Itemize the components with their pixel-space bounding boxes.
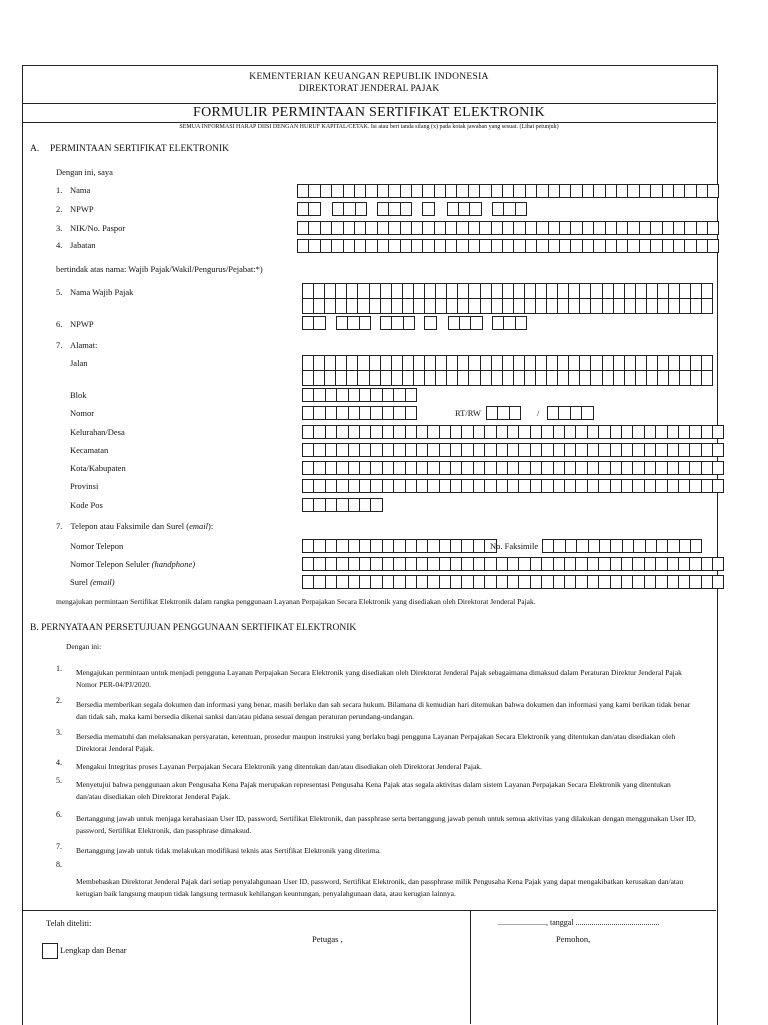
rtrw-separator: /	[537, 408, 540, 418]
form-title: FORMULIR PERMINTAAN SERTIFIKAT ELEKTRONIK	[22, 104, 716, 123]
field-no: 2.	[56, 204, 63, 214]
field-no: 1.	[56, 185, 63, 195]
ministry-name: KEMENTERIAN KEUANGAN REPUBLIK INDONESIA	[249, 72, 489, 82]
blok-input[interactable]	[303, 388, 417, 402]
char-box[interactable]	[313, 316, 325, 330]
char-box[interactable]	[712, 461, 724, 475]
jalan-input[interactable]	[303, 356, 713, 386]
statement-number: 6.	[56, 810, 62, 819]
kecamatan-input[interactable]	[303, 443, 724, 457]
rtrw-label: RT/RW	[455, 408, 481, 418]
char-box[interactable]	[509, 406, 521, 420]
npwp-wp-label: NPWP	[70, 319, 94, 329]
npwp-label: NPWP	[70, 204, 94, 214]
checked-label: Telah diteliti:	[46, 918, 92, 928]
char-box[interactable]	[701, 370, 713, 386]
char-box[interactable]	[712, 443, 724, 457]
field-no: 5.	[56, 287, 63, 297]
nik-input[interactable]	[298, 221, 719, 235]
char-box[interactable]	[515, 316, 527, 330]
contact-title	[56, 521, 213, 531]
seluler-label	[70, 559, 195, 569]
statement-text: Bertanggung jawab untuk menjaga kerahasiaan User ID, password, Sertifikat Elektronik, dan passphrase serta bertanggung jawab penuh untuk semua aktivitas yang dilakukan dengan menggunakan User ID, password, Sertifikat Elektronik, dan passphrase dimaksud.	[76, 814, 696, 835]
box-group[interactable]	[493, 316, 527, 330]
char-box[interactable]	[400, 202, 412, 216]
box-group[interactable]	[449, 316, 483, 330]
surel-em: (email)	[90, 577, 115, 587]
rw-input[interactable]	[548, 406, 594, 420]
surel-label	[70, 577, 115, 587]
seluler-input[interactable]	[303, 557, 724, 571]
section-a-intro: Dengan ini, saya	[56, 167, 113, 177]
char-box[interactable]	[359, 316, 371, 330]
nik-label: NIK/No. Paspor	[70, 223, 126, 233]
statement-number: 1.	[56, 664, 62, 673]
nama-label: Nama	[70, 185, 91, 195]
jalan-label: Jalan	[70, 358, 88, 368]
form-instruction: SEMUA INFORMASI HARAP DIISI DENGAN HURUF KAPITAL/CETAK. Isi atau beri tanda silang (x) pada kotak jawaban yang sesuai. (Lihat petunjuk)	[179, 124, 559, 130]
char-box[interactable]	[581, 406, 593, 420]
seluler-em: (handphone)	[151, 559, 196, 569]
char-box[interactable]	[712, 575, 724, 589]
seluler-text: Nomor Telepon Seluler	[70, 559, 152, 569]
char-box[interactable]	[405, 388, 417, 402]
char-box[interactable]	[422, 202, 434, 216]
kota-input[interactable]	[303, 461, 724, 475]
char-box[interactable]	[469, 202, 481, 216]
statement-number: 5.	[56, 776, 62, 785]
statement-text: Mengakui Integritas proses Layanan Perpajakan Secara Elektronik yang ditentukan dan/atau disediakan oleh Direktorat Jenderal Pajak.	[76, 762, 482, 771]
char-box[interactable]	[403, 316, 415, 330]
nama-wp-input[interactable]	[303, 284, 713, 314]
lengkap-label: Lengkap dan Benar	[60, 945, 127, 955]
char-box[interactable]	[355, 202, 367, 216]
char-box[interactable]	[712, 557, 724, 571]
telepon-label: Nomor Telepon	[70, 541, 124, 551]
surel-text: Surel	[70, 577, 91, 587]
contact-title-text: Telepon atau Faksimile dan Surel (	[70, 521, 190, 531]
statement-text: Bersedia memberikan segala dokumen dan informasi yang benar, masih berlaku dan sah secara hukum. Bilamana di kemudian hari ditemukan bahwa dokumen dan informasi yang kami berikan tidak benar dan tidak sah, maka kami bersedia dikenai sanksi dan/atau pidana sesuai dengan peraturan perundang-undangan.	[76, 700, 691, 721]
char-box[interactable]	[707, 184, 719, 198]
statement-number: 8.	[56, 860, 62, 869]
section-a-letter: A.	[30, 144, 40, 154]
char-box[interactable]	[701, 283, 713, 299]
statement-text: Membebaskan Direktorat Jenderal Pajak dari setiap penyalahgunaan User ID, password, Sertifikat Elektronik, dan passphrase milik Pengusaha Kena Pajak yang dapat mengakibatkan kerusakan dan/atau kerugian baik langsung maupun tidak langsung termasuk kehilangan keuntungan, penyalahgunaan data, atau kerugian lainnya.	[76, 877, 684, 898]
statement-number: 7.	[56, 842, 62, 851]
statement-text: Bertanggung jawab untuk tidak melakukan modifikasi teknis atas Sertifikat Elektronik yang diterima.	[76, 846, 381, 855]
acting-on-behalf: bertindak atas nama: Wajib Pajak/Wakil/Pengurus/Pejabat:*)	[56, 264, 263, 274]
box-group[interactable]	[493, 202, 527, 216]
contact-title-email: email	[189, 521, 209, 531]
footer-divider	[22, 910, 716, 911]
box-group[interactable]	[298, 202, 321, 216]
char-box[interactable]	[308, 202, 320, 216]
date-line: ........................, tanggal ..........................................	[498, 918, 660, 927]
lengkap-checkbox[interactable]	[42, 943, 58, 959]
rt-input[interactable]	[487, 406, 521, 420]
nomor-input[interactable]	[303, 406, 417, 420]
kodepos-label: Kode Pos	[70, 500, 103, 510]
char-box[interactable]	[712, 479, 724, 493]
statement-number: 3.	[56, 728, 62, 737]
petugas-label: Petugas ,	[312, 934, 343, 944]
surel-input[interactable]	[303, 575, 724, 589]
field-no: 6.	[56, 319, 63, 329]
contact-no: 7.	[56, 521, 63, 531]
box-group[interactable]	[303, 316, 326, 330]
field-no: 4.	[56, 240, 63, 250]
faksimile-input[interactable]	[543, 539, 702, 553]
box-group[interactable]	[381, 316, 415, 330]
char-box[interactable]	[470, 316, 482, 330]
section-a-closing: mengajukan permintaan Sertifikat Elektronik dalam rangka penggunaan Layanan Perpajakan Secara Elektronik yang disediakan oleh Direktorat Jenderal Pajak.	[56, 597, 536, 606]
char-box[interactable]	[424, 316, 436, 330]
box-group[interactable]	[423, 202, 434, 216]
char-box[interactable]	[701, 355, 713, 371]
kecamatan-label: Kecamatan	[70, 445, 109, 455]
section-b-title: B. PERNYATAAN PERSETUJUAN PENGGUNAAN SERTIFIKAT ELEKTRONIK	[30, 623, 357, 633]
jabatan-label: Jabatan	[70, 240, 96, 250]
char-box[interactable]	[370, 498, 382, 512]
statement-text: Menyetujui bahwa penggunaan akun Pengusaha Kena Pajak merupakan representasi Pengusaha Kena Pajak atas segala aktivitas dalam sistem Layanan Perpajakan Secara Elektronik yang ditentukan dan/atau disediakan oleh Direktorat Jenderal Pajak.	[76, 780, 671, 801]
kelurahan-input[interactable]	[303, 425, 724, 439]
telepon-input[interactable]	[303, 539, 497, 553]
statement-number: 2.	[56, 696, 62, 705]
blok-label: Blok	[70, 390, 87, 400]
field-no: 3.	[56, 223, 63, 233]
directorate-name: DIREKTORAT JENDERAL PAJAK	[298, 84, 440, 94]
provinsi-label: Provinsi	[70, 481, 99, 491]
nama-input[interactable]	[298, 184, 719, 198]
contact-title-end: ):	[208, 521, 214, 531]
char-box[interactable]	[707, 239, 719, 253]
char-box[interactable]	[405, 406, 417, 420]
field-no: 7.	[56, 340, 63, 350]
box-group[interactable]	[337, 316, 371, 330]
form-header	[22, 65, 716, 104]
statement-text: Bersedia mematuhi dan melaksanakan persyaratan, ketentuan, prosedur maupun instruksi yang berlaku bagi pengguna Layanan Perpajakan Secara Elektronik yang ditentukan dan/atau disediakan oleh Direktorat Jenderal Pajak.	[76, 732, 676, 753]
kelurahan-label: Kelurahan/Desa	[70, 427, 125, 437]
statement-text: Mengajukan permintaan untuk menjadi pengguna Layanan Perpajakan Secara Elektronik yang disediakan oleh Direktorat Jenderal Pajak sebagaimana dimaksud dalam Peraturan Direktur Jenderal Pajak Nomor PER-04/PJ/2020.	[76, 668, 682, 689]
faksimile-label: No. Faksimile	[490, 541, 539, 551]
nomor-label: Nomor	[70, 408, 95, 418]
provinsi-input[interactable]	[303, 479, 724, 493]
section-a-title: PERMINTAAN SERTIFIKAT ELEKTRONIK	[50, 144, 229, 154]
char-box[interactable]	[707, 221, 719, 235]
box-group[interactable]	[425, 316, 436, 330]
box-group[interactable]	[333, 202, 367, 216]
char-box[interactable]	[701, 298, 713, 314]
alamat-label: Alamat:	[70, 340, 98, 350]
char-box[interactable]	[515, 202, 527, 216]
pemohon-label: Pemohon,	[556, 934, 591, 944]
kodepos-input[interactable]	[303, 498, 383, 512]
footer-column-divider	[470, 910, 471, 1024]
jabatan-input[interactable]	[298, 239, 719, 253]
box-group[interactable]	[448, 202, 482, 216]
nama-wp-label: Nama Wajib Pajak	[70, 287, 134, 297]
statement-number: 4.	[56, 758, 62, 767]
char-box[interactable]	[690, 539, 702, 553]
char-box[interactable]	[712, 425, 724, 439]
box-group[interactable]	[378, 202, 412, 216]
section-b-intro: Dengan ini:	[66, 642, 102, 651]
kota-label: Kota/Kabupaten	[70, 463, 126, 473]
